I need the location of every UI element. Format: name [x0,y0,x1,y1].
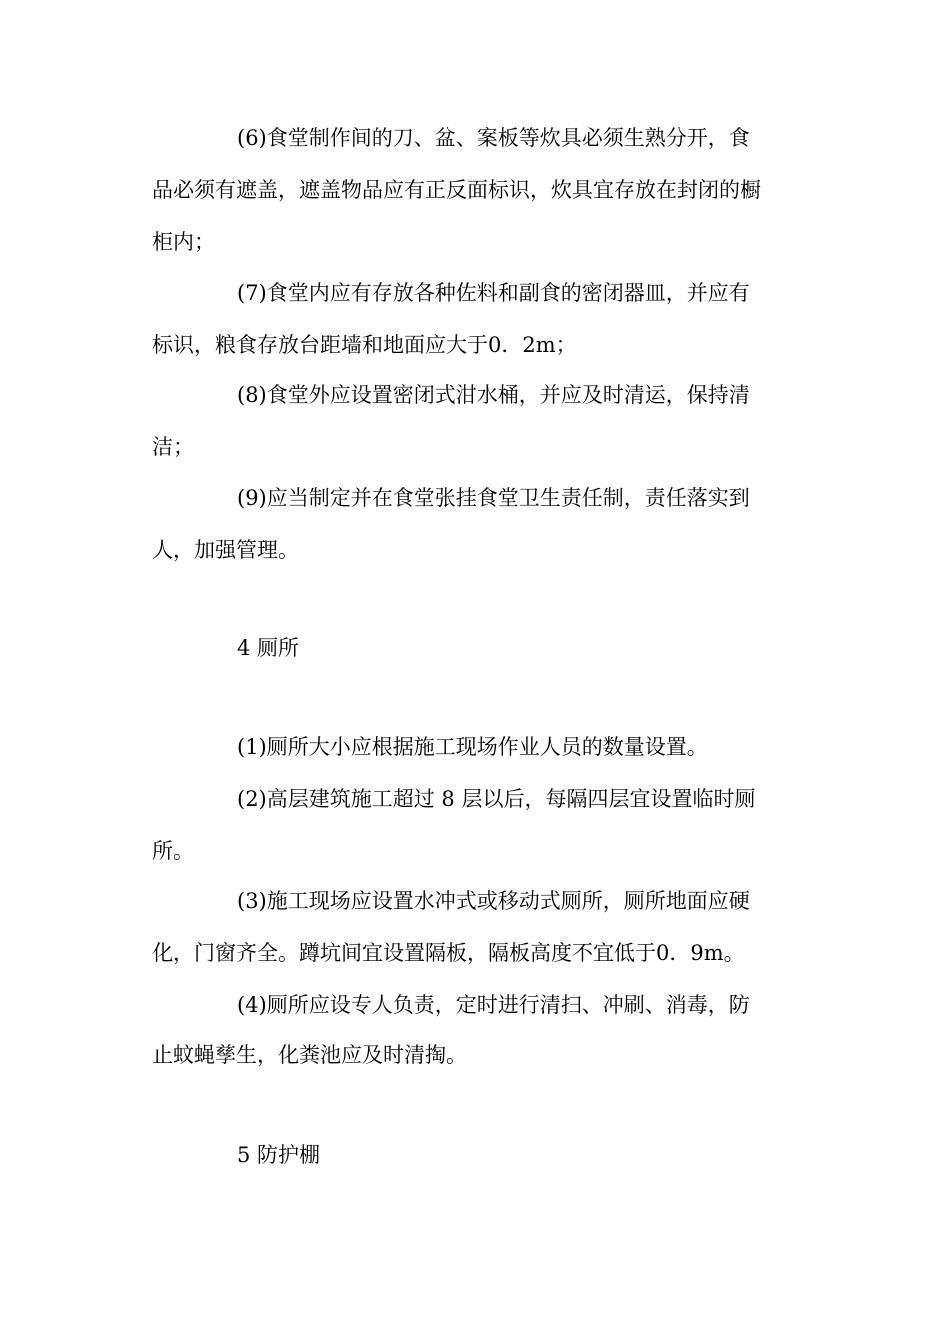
paragraph-line: 人，加强管理。 [152,538,299,562]
paragraph-line: (9)应当制定并在食堂张挂食堂卫生责任制，责任落实到 [237,486,750,510]
paragraph-line: (1)厕所大小应根据施工现场作业人员的数量设置。 [237,735,708,759]
paragraph-line: (3)施工现场应设置水冲式或移动式厕所，厕所地面应硬 [237,889,750,913]
paragraph-line: (8)食堂外应设置密闭式泔水桶，并应及时清运，保持清 [237,383,750,407]
section-heading: 4 厕所 [237,636,300,660]
paragraph-line: 柜内； [152,230,215,254]
paragraph-line: (4)厕所应设专人负责，定时进行清扫、冲刷、消毒，防 [237,993,750,1017]
paragraph-line: (6)食堂制作间的刀、盆、案板等炊具必须生熟分开，食 [237,126,750,150]
section-heading: 5 防护棚 [237,1143,321,1167]
paragraph-line: 止蚊蝇孳生，化粪池应及时清掏。 [152,1043,467,1067]
paragraph-line: 化，门窗齐全。蹲坑间宜设置隔板，隔板高度不宜低于0．9m。 [152,941,745,965]
paragraph-line: (2)高层建筑施工超过 8 层以后，每隔四层宜设置临时厕 [237,787,756,811]
paragraph-line: (7)食堂内应有存放各种佐料和副食的密闭器皿，并应有 [237,281,750,305]
paragraph-line: 标识，粮食存放台距墙和地面应大于0．2m； [152,333,577,357]
paragraph-line: 品必须有遮盖，遮盖物品应有正反面标识，炊具宜存放在封闭的橱 [152,178,761,202]
paragraph-line: 所。 [152,839,194,863]
paragraph-line: 洁； [152,435,194,459]
